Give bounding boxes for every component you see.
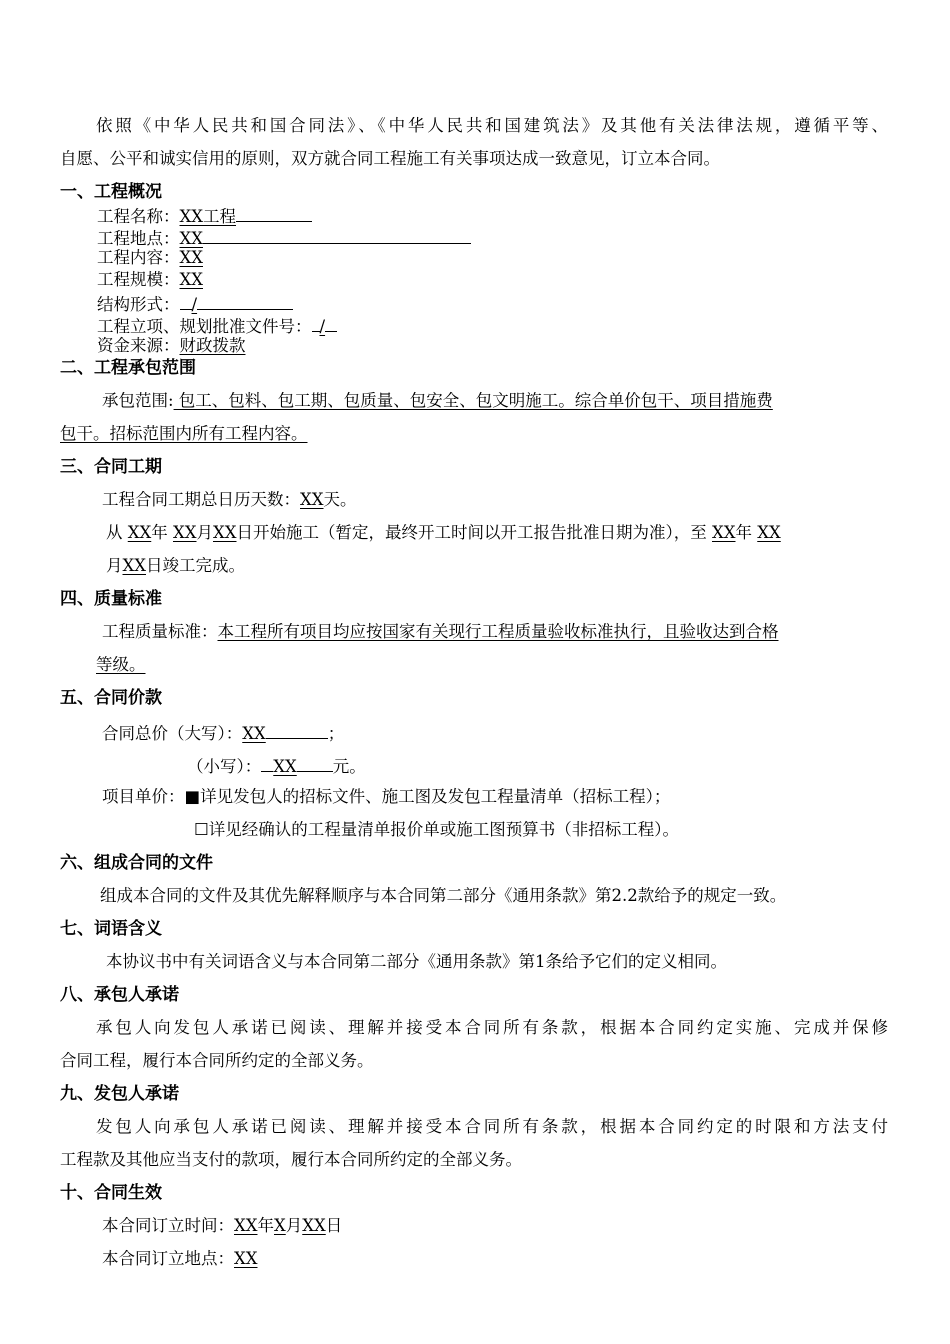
start-day: XX (213, 523, 237, 542)
scope-line-1 (102, 390, 888, 412)
project-scale-row (97, 269, 203, 291)
section-5-heading: 五、合同价款 (60, 688, 162, 708)
total-price-upper-value: XX (242, 724, 266, 743)
fund-value: 财政拨款 (179, 336, 246, 355)
project-site-label: 工程地点： (97, 229, 180, 248)
project-scale-label: 工程规模： (97, 270, 180, 289)
total-price-upper-blank (266, 720, 328, 739)
total-price-lower-label: （小写）： (187, 757, 262, 776)
approval-blank-left (312, 313, 320, 332)
total-price-lower-value: XX (273, 757, 297, 776)
project-name-blank (236, 203, 312, 222)
total-price-yuan: 元。 (332, 757, 366, 776)
section-6-heading: 六、组成合同的文件 (60, 853, 213, 873)
total-price-upper-row (102, 720, 344, 745)
scope-line-2 (60, 423, 308, 445)
signing-time-row (102, 1215, 342, 1237)
fund-label: 资金来源： (97, 336, 180, 355)
section-9-heading: 九、发包人承诺 (60, 1084, 179, 1104)
quality-line-1 (102, 621, 779, 643)
structure-label: 结构形式： (97, 295, 180, 314)
scope-text-1: 包工、包料、包工期、包质量、包安全、包文明施工。综合单价包干、项目措施费 (173, 391, 773, 410)
project-site-blank (203, 225, 471, 244)
total-price-lower-blank-left (261, 753, 273, 772)
approval-value: / (319, 317, 326, 336)
start-month: XX (173, 523, 197, 542)
total-price-semicolon: ； (327, 724, 345, 743)
schedule-line-1 (106, 522, 781, 544)
project-scale-value: XX (179, 270, 203, 289)
section-7-heading: 七、词语含义 (60, 919, 162, 939)
employer-promise-line-1: 发包人向承包人承诺已阅读、理解并接受本合同所有条款，根据本合同约定的时限和方法支付 (96, 1117, 888, 1136)
approval-label: 工程立项、规划批准文件号： (97, 317, 312, 336)
schedule-month-label-1: 月 (196, 523, 213, 542)
quality-text-1: 本工程所有项目均应按国家有关现行工程质量验收标准执行，且验收达到合格 (217, 622, 779, 641)
schedule-line-2 (106, 555, 245, 577)
contractor-promise-line-1: 承包人向发包人承诺已阅读、理解并接受本合同所有条款，根据本合同约定实施、完成并保修 (96, 1018, 888, 1037)
signing-place-row (102, 1248, 258, 1270)
signing-day-label: 日 (325, 1216, 343, 1235)
unit-price-option-2-text: 详见经确认的工程量清单报价单或施工图预算书（非招标工程）。 (208, 820, 680, 839)
fund-row (97, 335, 246, 357)
structure-blank (197, 291, 293, 310)
project-content-row (97, 247, 203, 269)
project-name-label: 工程名称： (97, 207, 180, 226)
end-year: XX (712, 523, 736, 542)
employer-promise-line-2: 工程款及其他应当支付的款项，履行本合同所约定的全部义务。 (60, 1150, 522, 1169)
contractor-promise-line-2: 合同工程，履行本合同所约定的全部义务。 (60, 1051, 374, 1070)
unit-price-option-1-text: 详见发包人的招标文件、施工图及发包工程量清单（招标工程）； (200, 787, 671, 806)
duration-days: XX (300, 490, 324, 509)
signing-year: XX (234, 1216, 258, 1235)
section-4-heading: 四、质量标准 (60, 589, 162, 609)
duration-unit: 天。 (323, 490, 357, 509)
unit-price-option-2 (194, 819, 679, 841)
intro-line-1: 依照《中华人民共和国合同法》、《中华人民共和国建筑法》及其他有关法律法规，遵循平等、 (96, 116, 888, 135)
signing-place-label: 本合同订立地点： (102, 1249, 234, 1268)
duration-row (102, 489, 357, 511)
signing-month-label: 月 (285, 1216, 303, 1235)
end-day: XX (122, 556, 146, 575)
signing-month: X (274, 1216, 286, 1235)
checked-box-icon[interactable]: ■ (184, 787, 201, 806)
schedule-month-label-2: 月 (106, 556, 123, 575)
schedule-day-label-1: 日 (236, 523, 253, 542)
definitions-text: 本协议书中有关词语含义与本合同第二部分《通用条款》第1条给予它们的定义相同。 (106, 952, 727, 971)
schedule-year-label-2: 年 (735, 523, 752, 542)
end-month: XX (757, 523, 781, 542)
signing-year-label: 年 (257, 1216, 274, 1235)
schedule-end-text: 竣工完成。 (162, 556, 245, 575)
section-10-heading: 十、合同生效 (60, 1183, 162, 1203)
start-year: XX (127, 523, 152, 542)
schedule-start-text: 开始施工（暂定，最终开工时间以开工报告批准日期为准），至 (253, 523, 707, 542)
section-1-heading: 一、工程概况 (60, 182, 162, 202)
approval-blank (325, 313, 337, 332)
unit-price-label: 项目单价： (102, 787, 185, 806)
scope-text-2: 包干。招标范围内所有工程内容。 (60, 424, 308, 443)
section-8-heading: 八、承包人承诺 (60, 985, 179, 1005)
signing-day: XX (302, 1216, 326, 1235)
project-content-value: XX (179, 248, 203, 267)
section-3-heading: 三、合同工期 (60, 457, 162, 477)
schedule-year-label-1: 年 (151, 523, 168, 542)
section-2-heading: 二、工程承包范围 (60, 358, 196, 378)
documents-text: 组成本合同的文件及其优先解释顺序与本合同第二部分《通用条款》第2.2款给予的规定一致。 (100, 886, 787, 905)
schedule-from: 从 (106, 523, 123, 542)
signing-place-value: XX (234, 1249, 258, 1268)
signing-time-label: 本合同订立时间： (102, 1216, 234, 1235)
project-site-value: XX (179, 229, 203, 248)
schedule-day-label-2: 日 (146, 556, 163, 575)
scope-label: 承包范围: (102, 391, 174, 410)
total-price-lower-blank (297, 753, 333, 772)
total-price-upper-label: 合同总价（大写）： (102, 724, 243, 743)
structure-blank-left (180, 291, 192, 310)
structure-value: / (191, 295, 198, 314)
duration-label: 工程合同工期总日历天数： (102, 490, 300, 509)
quality-text-2: 等级。 (96, 655, 146, 674)
unchecked-box-icon[interactable]: ☐ (194, 820, 209, 839)
project-name-value: XX工程 (179, 207, 236, 226)
intro-line-2: 自愿、公平和诚实信用的原则，双方就合同工程施工有关事项达成一致意见，订立本合同。 (60, 149, 720, 168)
unit-price-option-1 (102, 786, 670, 808)
quality-label: 工程质量标准： (102, 622, 218, 641)
total-price-lower-row (187, 753, 366, 778)
quality-line-2 (96, 654, 146, 676)
project-content-label: 工程内容： (97, 248, 180, 267)
